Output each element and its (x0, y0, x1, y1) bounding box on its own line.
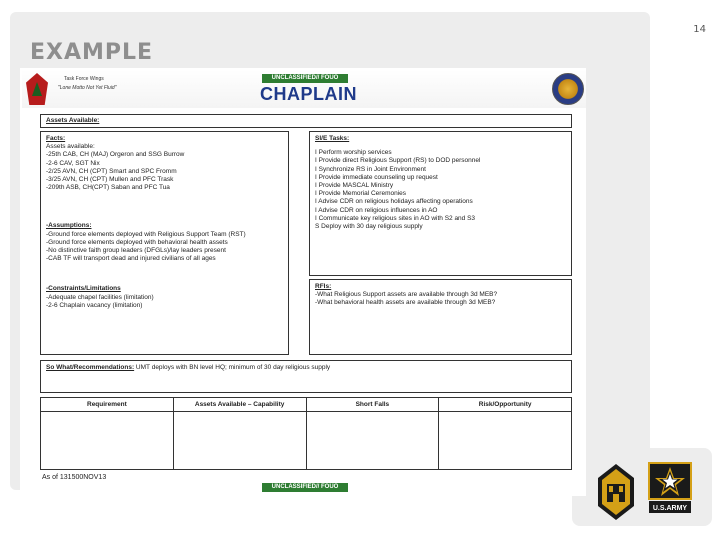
facts-line: -25th CAB, CH (MAJ) Orgeron and SSG Burrow (46, 151, 185, 159)
so-what-text: UMT deploys with BN level HQ; minimum of 30 day religious supply (134, 364, 331, 371)
assumptions-heading: -Assumptions: (46, 222, 92, 230)
us-army-star-logo-icon (648, 462, 692, 514)
constraints-heading: -Constraints/Limitations (46, 285, 121, 293)
rfi-line: -What behavioral health assets are available through 3d MEB? (315, 299, 496, 307)
chaplain-slide (20, 68, 586, 496)
se-task-line: S Deploy with 30 day religious supply (315, 223, 423, 231)
rfi-line: -What Religious Support assets are available through 3d MEB? (315, 291, 498, 299)
table-header-short-falls: Short Falls (306, 398, 439, 412)
se-task-line: I Communicate key religious sites in AO with S2 and S3 (315, 214, 476, 222)
so-what-heading: So What/Recommendations: (46, 364, 135, 371)
table-header-assets: Assets Available – Capability (173, 398, 306, 412)
table-header-risk: Risk/Opportunity (439, 398, 572, 412)
assets-available-box (40, 114, 572, 128)
engineer-castle-crest-icon (596, 462, 636, 522)
slide-title: CHAPLAIN (260, 84, 357, 104)
assumption-line: -No distinctive faith group leaders (DFGLs)/lay leaders present (46, 247, 226, 255)
assumption-line: -Ground force elements deployed with behavioral health assets (46, 238, 228, 246)
so-what-box (40, 360, 572, 393)
facts-line: -2-6 CAV, SGT Nix (46, 159, 100, 167)
se-task-line: I Provide Memorial Ceremonies (315, 190, 407, 198)
constraint-line: -2-6 Chaplain vacancy (limitation) (46, 301, 143, 309)
assumption-line: -Ground force elements deployed with Religious Support Team (RST) (46, 230, 246, 238)
se-task-line: I Provide MASCAL Ministry (315, 182, 394, 190)
se-tasks-heading: SI/E Tasks: (315, 135, 350, 142)
slide-banner (22, 70, 586, 108)
svg-text:U.S.ARMY: U.S.ARMY (652, 505, 688, 512)
motto-line-2: "Lone Motto Not Yet Fluid" (58, 85, 117, 91)
as-of-timestamp: As of 131500NOV13 (42, 474, 107, 481)
se-task-line: I Provide immediate counseling up request (315, 173, 438, 181)
unit-seal-icon (552, 73, 584, 105)
table-header-row (41, 398, 572, 412)
se-task-line: I Provide direct Religious Support (RS) to DOD personnel (315, 157, 481, 165)
assets-heading: Assets Available: (46, 117, 100, 124)
assumption-line: -CAB TF will transport dead and injured civilians of all ages (46, 255, 216, 263)
se-tasks-box (309, 131, 572, 276)
page-number: 14 (693, 24, 706, 35)
table-row (41, 412, 572, 470)
facts-line: -209th ASB, CH(CPT) Saban and PFC Tua (46, 184, 170, 192)
rfis-heading: RFIs: (315, 283, 332, 290)
division-patch-icon (26, 73, 48, 105)
table-header-requirement: Requirement (41, 398, 174, 412)
se-task-line: I Advise CDR on religious influences in AO (315, 206, 438, 214)
facts-line: -3/25 AVN, CH (CPT) Mullen and PFC Trask (46, 176, 174, 184)
facts-line: -2/25 AVN, CH (CPT) Smart and SPC Fromm (46, 167, 177, 175)
se-task-line: I Synchronize RS in Joint Environment (315, 165, 426, 173)
example-label: EXAMPLE (30, 40, 154, 65)
rfis-box (309, 279, 572, 355)
facts-heading: Facts: (46, 135, 66, 142)
requirements-table (40, 397, 572, 470)
constraint-line: -Adequate chapel facilities (limitation) (46, 293, 154, 301)
motto-line-1: Task Force Wings (64, 76, 104, 82)
facts-box (40, 131, 289, 355)
se-task-line: I Advise CDR on religious holidays affecting operations (315, 198, 473, 206)
classification-top: UNCLASSIFIED// FOUO (262, 74, 348, 83)
facts-line: Assets available: (46, 143, 95, 151)
se-task-line: I Perform worship services (315, 149, 392, 157)
classification-bottom: UNCLASSIFIED// FOUO (262, 483, 348, 492)
